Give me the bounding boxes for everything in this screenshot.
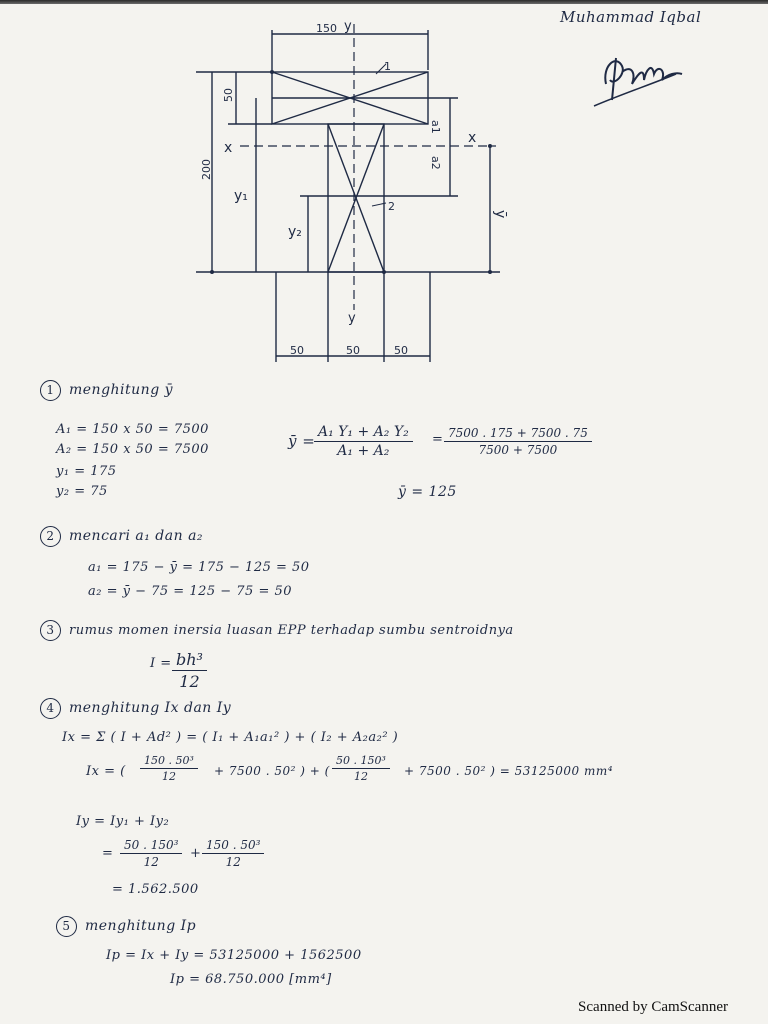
step2-a2: a₂ = ȳ − 75 = 125 − 75 = 50 <box>88 584 293 599</box>
step3-fraction <box>172 650 207 691</box>
step1-y1: y₁ = 175 <box>56 464 117 479</box>
step3-heading <box>40 620 514 641</box>
ix-fraction-1 <box>140 754 198 783</box>
dim-height-label: 200 <box>200 159 213 180</box>
dim-top-label: 150 <box>316 22 337 35</box>
iy-general: Iy = Iy₁ + Iy₂ <box>76 814 170 829</box>
dim-bottom-3: 50 <box>394 344 408 357</box>
ybar-label: ȳ <box>492 210 508 219</box>
step1-y2: y₂ = 75 <box>56 484 108 499</box>
step1-heading <box>40 380 173 401</box>
step5-number: 5 <box>56 916 77 937</box>
iy-f2-denominator: 12 <box>225 855 241 869</box>
step3-numerator: bh³ <box>172 650 207 671</box>
axis-x-right-label: x <box>468 130 477 146</box>
ybar-sub-denominator: 7500 + 7500 <box>478 443 558 457</box>
axis-x-left-label: x <box>224 140 233 156</box>
step3-title: rumus momen inersia luasan EPP terhadap sumbu sentroidnya <box>69 623 514 638</box>
dim-flange-label: 50 <box>222 88 235 102</box>
ix-f2-numerator: 50 . 150³ <box>332 754 390 769</box>
step4-heading <box>40 698 231 719</box>
a2-label: a2 <box>429 156 442 170</box>
step1-title: menghitung ȳ <box>69 382 174 398</box>
a1-label: a1 <box>429 120 442 134</box>
ix-middle-1: + 7500 . 50² ) + ( <box>214 764 330 778</box>
ix-lhs: Ix = ( <box>86 764 126 779</box>
axis-y-bottom-label: y <box>348 311 356 326</box>
step1-a2: A₂ = 150 x 50 = 7500 <box>56 442 209 457</box>
ip-line-1: Ip = Ix + Iy = 53125000 + 1562500 <box>106 948 362 963</box>
ix-fraction-2 <box>332 754 390 783</box>
ybar-substitution <box>444 426 592 457</box>
axis-y-top-label: y <box>344 19 352 34</box>
ybar-eq: = <box>432 432 444 447</box>
y2-label: y₂ <box>288 224 302 240</box>
step4-title: menghitung Ix dan Iy <box>69 700 232 716</box>
scanner-watermark: Scanned by CamScanner <box>578 999 728 1015</box>
step2-heading <box>40 526 203 547</box>
iy-fraction-1 <box>120 838 182 869</box>
iy-f1-numerator: 50 . 150³ <box>120 838 182 854</box>
ip-line-2: Ip = 68.750.000 [mm⁴] <box>170 972 332 987</box>
ybar-formula-denominator: A₁ + A₂ <box>337 443 390 459</box>
step2-title: mencari a₁ dan a₂ <box>69 528 204 544</box>
step5-heading <box>56 916 196 937</box>
step3-number: 3 <box>40 620 61 641</box>
step2-number: 2 <box>40 526 61 547</box>
step4-number: 4 <box>40 698 61 719</box>
iy-result: = 1.562.500 <box>112 882 199 897</box>
ix-f1-denominator: 12 <box>161 770 176 783</box>
step2-a1: a₁ = 175 − ȳ = 175 − 125 = 50 <box>88 560 310 575</box>
iy-eq: = <box>102 846 114 861</box>
signature-text: Iqbal <box>592 44 595 45</box>
part-2-label: 2 <box>388 200 395 213</box>
ybar-sub-numerator: 7500 . 175 + 7500 . 75 <box>444 426 592 442</box>
iy-f1-denominator: 12 <box>143 855 159 869</box>
ybar-formula-lhs: ȳ = <box>288 432 316 450</box>
y1-label: y₁ <box>234 188 248 204</box>
step3-denominator: 12 <box>179 672 200 691</box>
ix-f1-numerator: 150 . 50³ <box>140 754 198 769</box>
ix-f2-denominator: 12 <box>353 770 368 783</box>
step5-title: menghitung Ip <box>85 918 197 934</box>
author-name: Muhammad Iqbal <box>560 8 702 26</box>
ybar-formula-fraction <box>314 424 413 459</box>
cross-section-diagram <box>0 0 768 380</box>
iy-plus: + <box>190 846 202 861</box>
part-1-label: 1 <box>384 60 391 73</box>
iy-f2-numerator: 150 . 50³ <box>202 838 264 854</box>
ix-middle-2: + 7500 . 50² ) = 53125000 mm⁴ <box>404 764 614 778</box>
ybar-result: ȳ = 125 <box>398 484 457 500</box>
step3-lhs: I = <box>150 656 172 671</box>
iy-fraction-2 <box>202 838 264 869</box>
dim-bottom-1: 50 <box>290 344 304 357</box>
step1-number: 1 <box>40 380 61 401</box>
ix-general: Ix = Σ ( I + Ad² ) = ( I₁ + A₁a₁² ) + ( I₂ + A₂a₂² ) <box>62 730 399 745</box>
step1-a1: A₁ = 150 x 50 = 7500 <box>56 422 209 437</box>
ybar-formula-numerator: A₁ Y₁ + A₂ Y₂ <box>314 424 413 442</box>
dim-bottom-2: 50 <box>346 344 360 357</box>
